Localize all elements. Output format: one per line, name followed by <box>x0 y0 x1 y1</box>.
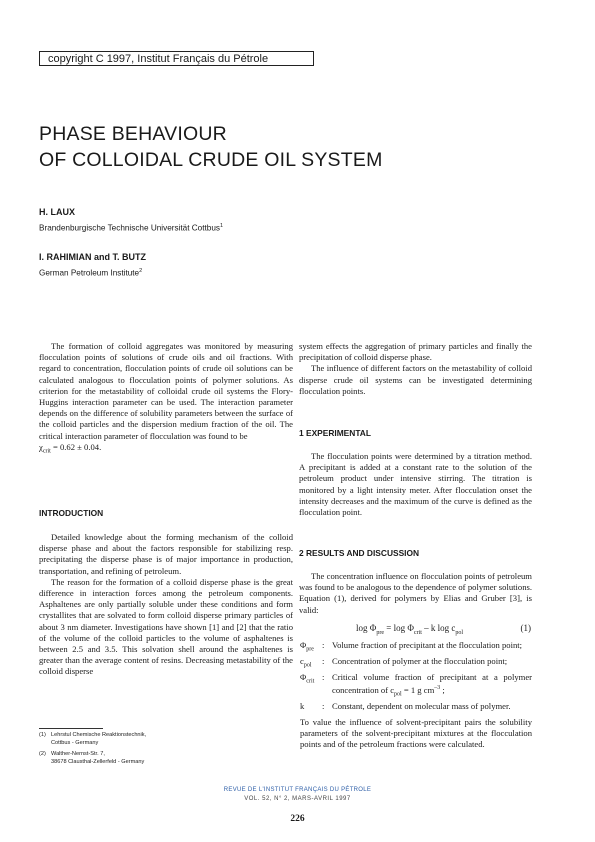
intro-text <box>39 532 293 678</box>
author-2: I. RAHIMIAN and T. BUTZ <box>39 252 146 262</box>
page-number: 226 <box>290 814 305 824</box>
footnote-rule <box>39 728 103 729</box>
author-1: H. LAUX <box>39 207 75 217</box>
experimental-text: The flocculation points were determined by a titration method. A precipitant is added at a constant rate to the solution of the petroleum product under intensive stirring. The titration is monitored by a light intensity meter. After flocculation onset the intensity decreases and the maximum of the curve is defined as the flocculation point. <box>299 451 532 518</box>
results-paragraph-2: To value the influence of solvent-precipitant pairs the solubility parameters of the solvent-precipitant mixtures at the flocculation points and of the petroleum fractions were calculated. <box>300 716 532 750</box>
footer-journal: REVUE DE L'INSTITUT FRANÇAIS DU PÉTROLE <box>223 787 372 793</box>
footer-issue: VOL. 52, N° 2, MARS-AVRIL 1997 <box>244 796 351 802</box>
results-text: The concentration influence on flocculation points of petroleum was found to be analogous to the dependence of polymer solutions. Equation (1), derived for polymers by Elias and Gruber [3], is valid: <box>299 571 532 615</box>
definition-item: $\Phi_{pre}$ : Volume fraction of precipitant at the flocculation point; <box>300 640 523 653</box>
intro-paragraph-2: The reason for the formation of a colloid disperse phase is the great difference in interaction forces among the petroleum components. Asphaltenes are only partially soluble under these conditions and form crystallites that are solvated to form colloid disperse primary particles of about 3 nm diameter. Investigations have shown [1] and [2] that the ratio of the volume of the colloid particles to the volume of asphaltenes is between 2.5 and 3.5. This solvation shell around the asphaltenes is greater than the average content of resins. Decreasing metastability of the colloid disperse <box>39 576 293 677</box>
intro-heading: INTRODUCTION <box>39 508 104 518</box>
footnote-1: (1) Lehrstul Chemische Reaktionstechnik, Cottbus - Germany <box>39 732 147 746</box>
definitions-list <box>300 640 532 750</box>
definition-item: k : Constant, dependent on molecular mass of polymer. <box>300 700 511 711</box>
title-line-2: OF COLLOIDAL CRUDE OIL SYSTEM <box>39 149 383 171</box>
right-continuation: system effects the aggregation of primary particles and finally the precipitation of colloid disperse phase. The influence of different factors on the metastability of colloid disperse crude oil systems can be investigated determining flocculation points. <box>299 341 532 396</box>
experimental-heading: 1 EXPERIMENTAL <box>299 428 371 438</box>
paper-title <box>39 121 383 173</box>
footnote-2: (2) Walther-Nernst-Str. 7, 38678 Clausthal-Zellerfeld - Germany <box>39 751 145 765</box>
affiliation-2: German Petroleum Institute$^2$ <box>39 268 143 278</box>
definition-item: $\Phi_{crit}$ : Critical volume fraction of precipitant at a polymer concentration of $c_{pol} = 1$ g $cm^{-3}$ ; <box>300 671 532 698</box>
results-heading: 2 RESULTS AND DISCUSSION <box>299 548 420 558</box>
affiliation-1: Brandenburgische Technische Universität Cottbus$^1$ <box>39 223 224 233</box>
abstract: The formation of colloid aggregates was monitored by measuring flocculation points of solutions of crude oils and oil fractions. With regard to concentration, flocculation points of crude oil solutions can be calculated analogous to flocculation points of polymer solutions. As criterion for the metastability of colloidal crude oil systems the Flory-Huggins interaction parameter can be used. The interaction parameter depends on the difference of solubility parameters between the surface of the colloid particles and the dispersion medium fraction of the oil. The critical interaction parameter of flocculation was found to be $\chi_{crit} = 0.62 \pm 0.04$. <box>39 341 293 455</box>
copyright-notice: copyright C 1997, Institut Français du Pétrole <box>39 51 314 66</box>
equation-1: $\log \Phi_{pre} = \log \Phi_{crit} - k$ $\log c_{pol}$ (1) <box>356 623 531 636</box>
definition-item: $c_{pol}$ : Concentration of polymer at the flocculation point; <box>300 655 508 669</box>
title-line-1: PHASE BEHAVIOUR <box>39 123 227 145</box>
intro-paragraph-1: Detailed knowledge about the forming mechanism of the colloid disperse phase and about the factors responsible for stabilizing resp. precipitating the disperse phase is of major importance in production, transportation, and refining of petroleum. <box>39 532 293 576</box>
